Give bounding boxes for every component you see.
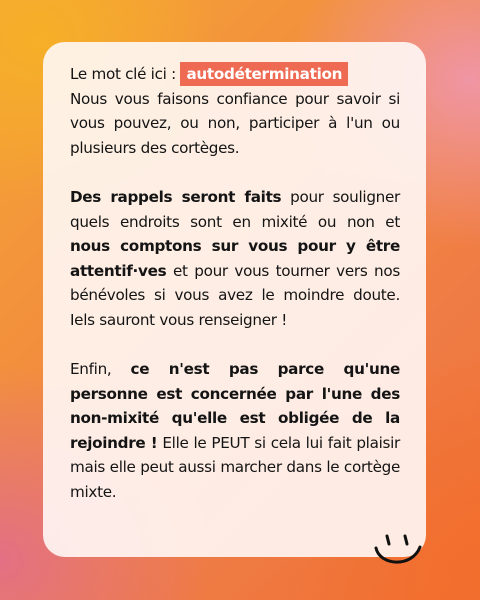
reminders-emphasis: Des rappels seront faits: [70, 188, 282, 206]
paragraph-intro: [70, 62, 400, 160]
intro-body: Nous vous faisons confiance pour savoir si vous pouvez, ou non, participer à l'un ou plusieurs des cortèges.: [70, 89, 400, 157]
smiley-face-icon: [372, 522, 424, 574]
conclusion-text-1: Enfin,: [70, 360, 131, 378]
intro-text: Le mot clé ici :: [70, 65, 181, 83]
info-card: [43, 42, 426, 557]
paragraph-spacer: [70, 160, 400, 185]
paragraph-spacer: [70, 332, 400, 357]
paragraph-reminders: [70, 185, 400, 332]
conclusion-emphasis: ce n'est pas parce qu'une personne est concernée par l'une des non-mixité qu'elle est obligée de la rejoindre !: [70, 360, 400, 452]
paragraph-conclusion: [70, 357, 400, 504]
reminders-text-2: et pour vous tourner vers nos bénévoles si vous avez le moindre doute. Iels sauront vous renseigner !: [70, 261, 400, 329]
reminders-text-1: pour souligner quels endroits sont en mixité ou non et: [70, 188, 400, 231]
keyword-highlight: autodétermination: [180, 62, 348, 86]
attention-emphasis: nous comptons sur vous pour y être attentif·ves: [70, 237, 400, 280]
conclusion-text-2: Elle le PEUT si cela lui fait plaisir mais elle peut aussi marcher dans le cortège mixte.: [70, 433, 400, 501]
